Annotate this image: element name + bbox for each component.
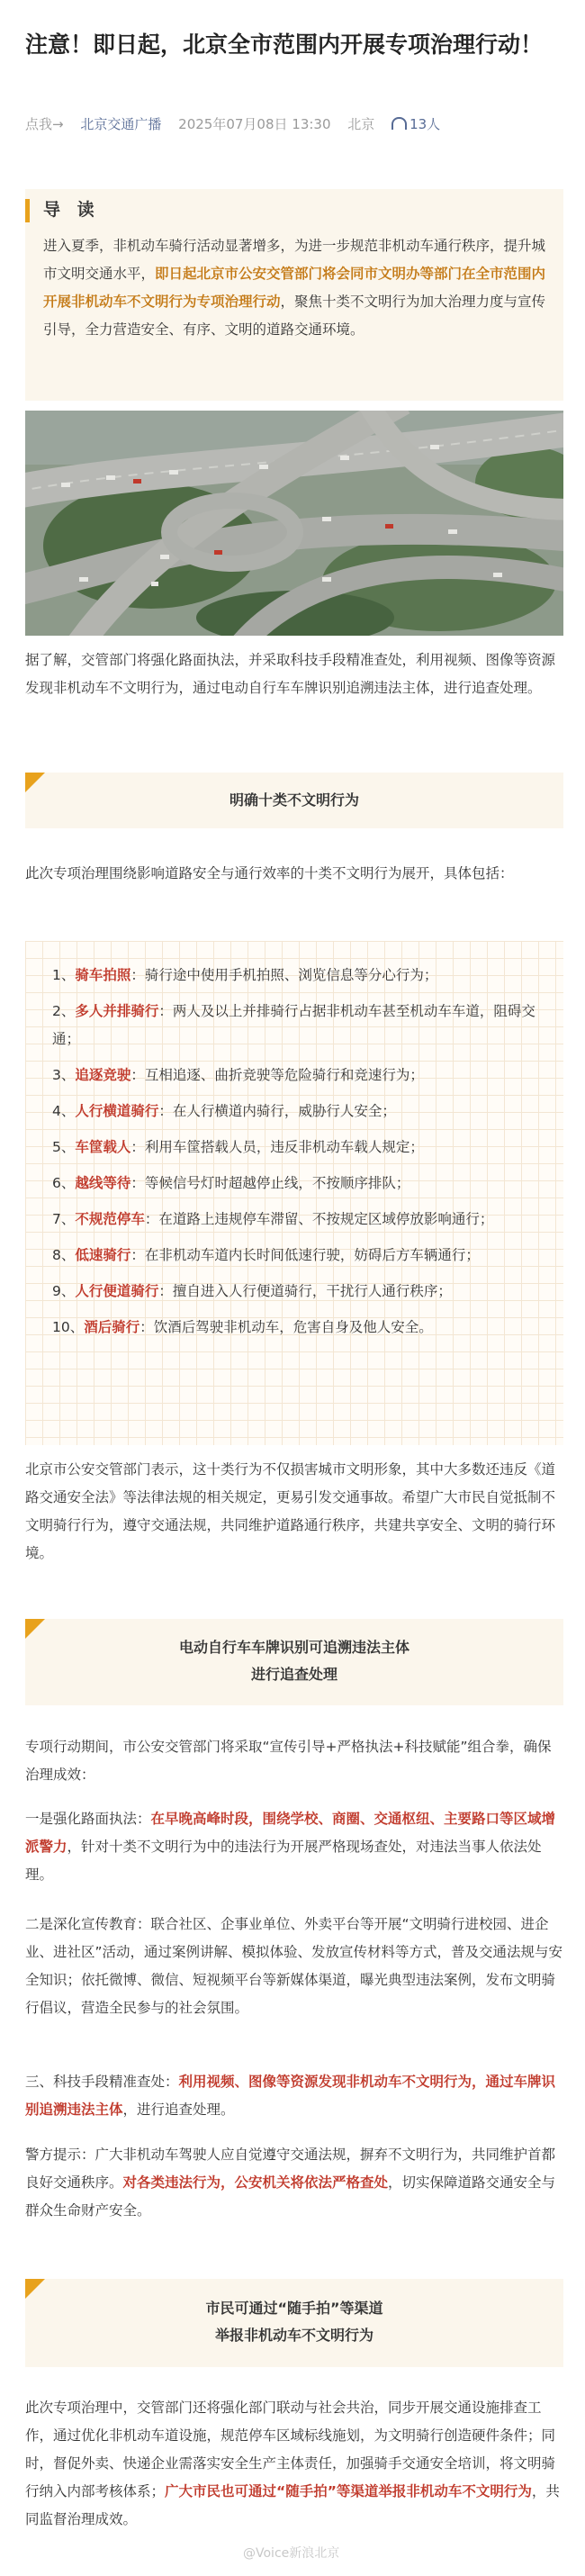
section-title-3-line1: 市民可通过“随手拍”等渠道 <box>205 2300 383 2317</box>
listen-button[interactable] <box>392 116 440 132</box>
headphones-icon <box>392 117 407 130</box>
lead-accent-bar <box>25 199 30 222</box>
behaviors-list <box>52 962 543 1350</box>
paragraph-measure-1: 一是强化路面执法：在早晚高峰时段，围绕学校、商圈、交通枢纽、主要路口等区域增派警力，针对十类不文明行为中的违法行为开展严格现场查处，对违法当事人依法处理。 <box>25 1811 556 1883</box>
list-item: 2、多人并排骑行：两人及以上并排骑行占据非机动车甚至机动车车道，阻碍交通； <box>52 1003 536 1047</box>
list-item: 10、酒后骑行：饮酒后驾驶非机动车，危害自身及他人安全。 <box>52 1319 433 1335</box>
list-item: 4、人行横道骑行：在人行横道内骑行，威胁行人安全； <box>52 1103 396 1119</box>
paragraph-measure-3: 三、科技手段精准查处：利用视频、图像等资源发现非机动车不文明行为，通过车牌识别追溯违法主体，进行追查处理。 <box>25 2074 556 2118</box>
paragraph-campaign: 专项行动期间，市公安交管部门将采取“宣传引导+严格执法+科技赋能”组合拳，确保治理成效： <box>25 1739 552 1783</box>
paragraph-measure-2: 二是深化宣传教育：联合社区、企事业单位、外卖平台等开展“文明骑行进校园、进企业、进社区”活动，通过案例讲解、模拟体验、发放宣传材料等方式，普及交通法规与安全知识；依托微博、微信、短视频平台等新媒体渠道，曝光典型违法案例，发布文明骑行倡议，营造全民参与的社会氛围。 <box>25 1916 563 2016</box>
overpass-photo-image <box>25 411 563 636</box>
article-meta <box>25 114 453 133</box>
paragraph-enforcement: 据了解，交管部门将强化路面执法，并采取科技手段精准查处，利用视频、图像等资源发现非机动车不文明行为，通过电动自行车车牌识别追溯违法主体，进行追查处理。 <box>25 652 556 696</box>
list-item: 3、追逐竞驶：互相追逐、曲折竞驶等危险骑行和竞速行为； <box>52 1067 424 1083</box>
list-item: 8、低速骑行：在非机动车道内长时间低速行驶，妨碍后方车辆通行； <box>52 1247 480 1263</box>
section-title-1: 明确十类不文明行为 <box>229 791 359 809</box>
lead-heading: 导 读 <box>43 200 100 220</box>
list-item: 9、人行便道骑行：擅自进入人行便道骑行，干扰行人通行秩序； <box>52 1283 452 1299</box>
list-item: 5、车筐载人：利用车筐搭载人员，违反非机动车载人规定； <box>52 1139 424 1155</box>
list-item: 7、不规范停车：在道路上违规停车滞留、不按规定区域停放影响通行； <box>52 1211 494 1227</box>
section-title-3 <box>25 2295 563 2349</box>
paragraph-statement: 北京市公安交管部门表示，这十类行为不仅损害城市文明形象，其中大多数还违反《道路交通安全法》等法律法规的相关规定，更易引发交通事故。希望广大市民自觉抵制不文明骑行行为，遵守交通法规，共同维护道路通行秩序，共建共享安全、文明的骑行环境。 <box>25 1461 556 1561</box>
list-item: 6、越线等待：等候信号灯时超越停止线，不按顺序排队； <box>52 1175 410 1191</box>
source-account-link[interactable]: 北京交通广播 <box>80 116 162 132</box>
lead-text-after: ，聚焦十类不文明行为加大治理力度与宣传引导，全力营造安全、有序、文明的道路交通环境。 <box>43 294 546 338</box>
section-title-2-line2: 进行追查处理 <box>250 1666 338 1683</box>
list-item: 1、骑车拍照：骑行途中使用手机拍照、浏览信息等分心行为； <box>52 967 438 983</box>
paragraph-social-governance: 此次专项治理中，交管部门还将强化部门联动与社会共治，同步开展交通设施排查工作，通过优化非机动车道设施，规范停车区域标线施划，为文明骑行创造硬件条件；同时，督促外卖、快递企业需落实安全生产主体责任，加强骑手交通安全培训，将文明骑行纳入内部考核体系；广大市民也可通过“随手拍”等渠道举报非机动车不文明行为，共同监督治理成效。 <box>25 2400 560 2527</box>
article-title: 注意！即日起，北京全市范围内开展专项治理行动！ <box>25 32 544 58</box>
section-title-2 <box>25 1634 563 1688</box>
section-title-3-line2: 举报非机动车不文明行为 <box>214 2327 374 2344</box>
paragraph-police-notice: 警方提示：广大非机动车驾驶人应自觉遵守交通法规，摒弃不文明行为，共同维护首都良好交通秩序。对各类违法行为，公安机关将依法严格查处，切实保障道路交通安全与群众生命财产安全。 <box>25 2147 556 2219</box>
readers-count: 13人 <box>410 116 441 132</box>
paragraph-behaviors-intro: 此次专项治理围绕影响道路安全与通行效率的十类不文明行为展开，具体包括： <box>25 865 514 881</box>
watermark: @Voice新浪北京 <box>243 2546 340 2561</box>
section-title-2-line1: 电动自行车车牌识别可追溯违法主体 <box>178 1639 410 1656</box>
lead-text-before: 进入夏季，非机动车骑行活动显著增多，为进一步规范非机动车通行秩序，提升城市文明交通水平， <box>43 238 546 282</box>
meta-prefix: 点我→ <box>25 116 64 132</box>
lead-text <box>43 232 552 344</box>
publish-location: 北京 <box>347 116 375 132</box>
overpass-photo[interactable] <box>25 411 563 636</box>
lead-highlight: 即日起北京市公安交管部门将会同市文明办等部门在全市范围内开展非机动车不文明行为专项治理行动 <box>43 266 546 310</box>
publish-datetime: 2025年07月08日 13:30 <box>178 116 331 132</box>
